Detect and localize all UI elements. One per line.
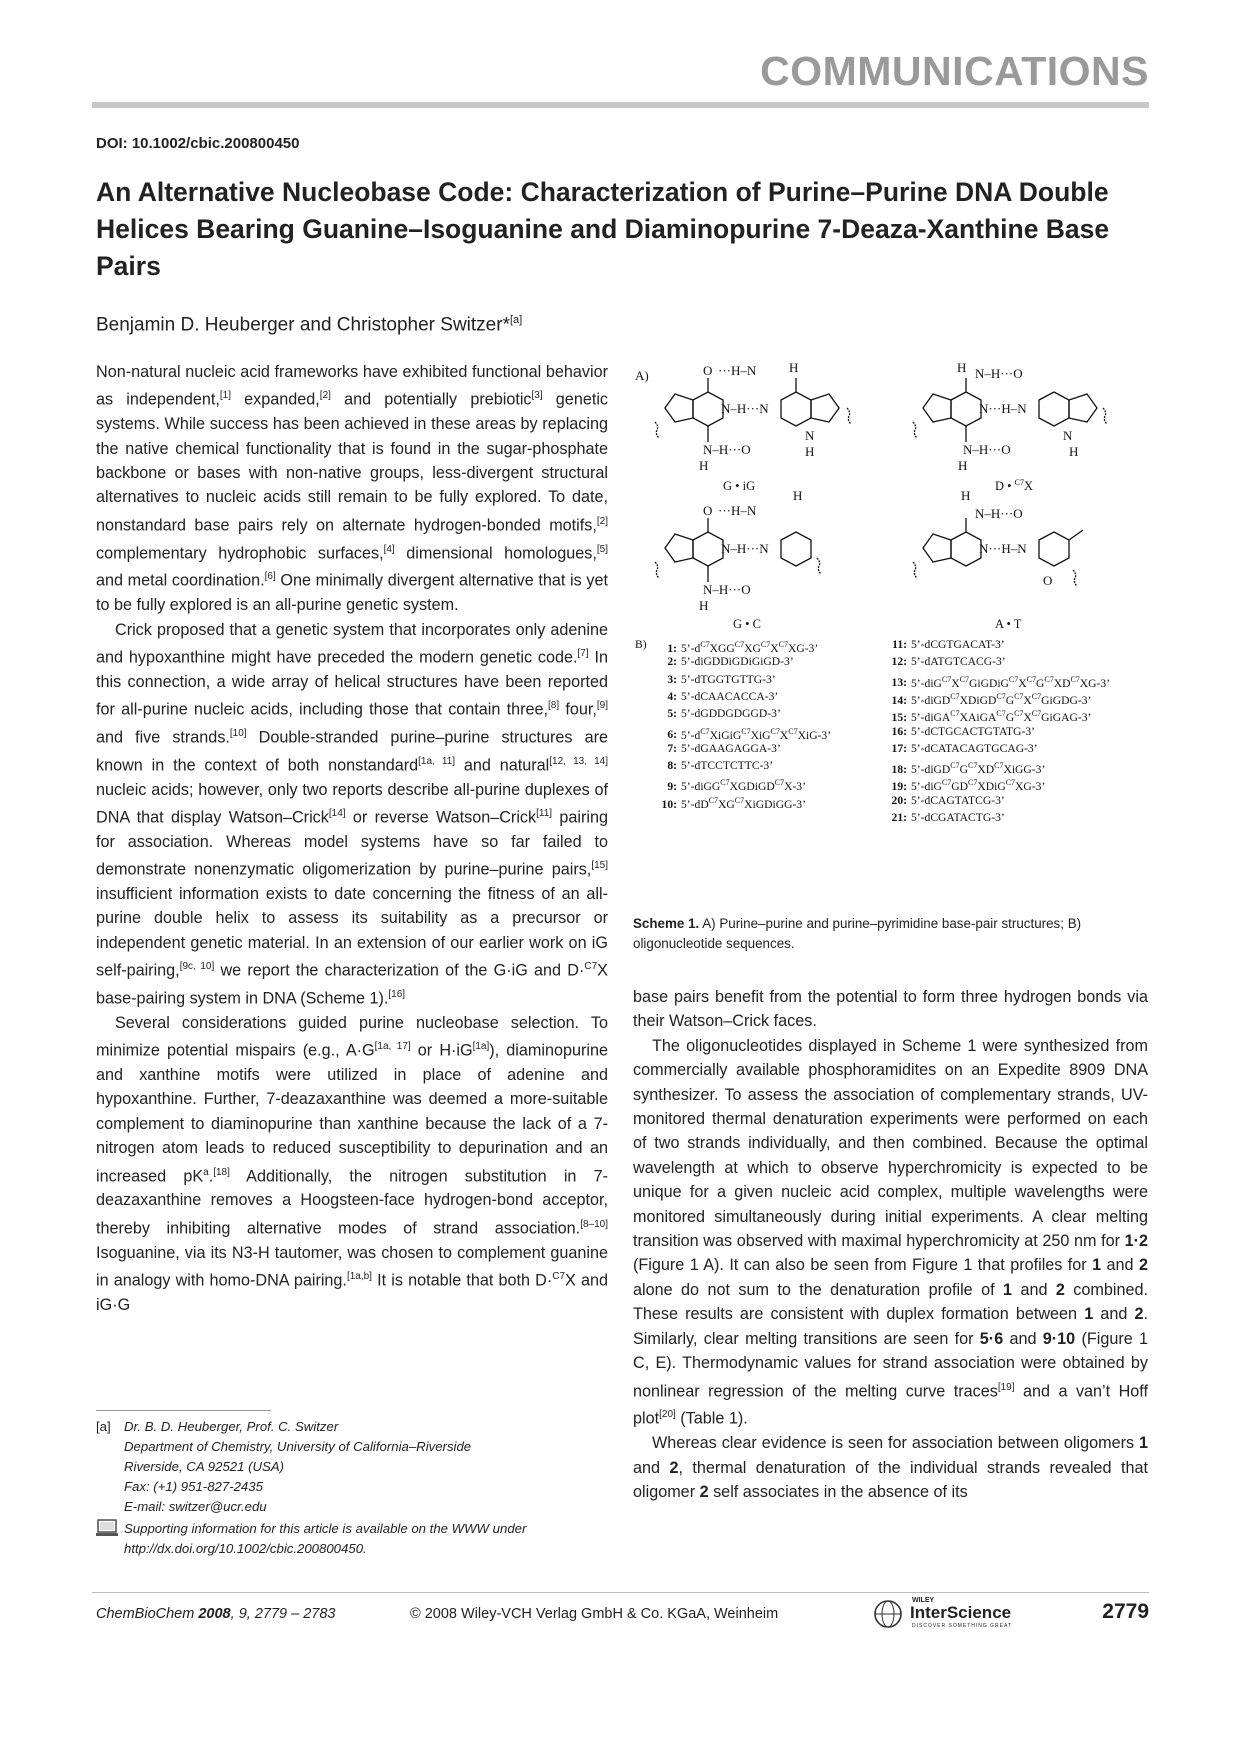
- sequence-line: 2: 5’-diGDDiGDiGiGD-3’: [667, 655, 794, 669]
- svg-text:···H–N: ···H–N: [718, 363, 757, 378]
- part-b-label: B): [635, 638, 647, 651]
- paragraph: Whereas clear evidence is seen for association between oligomers 1 and 2, thermal denaturation of the individual strands revealed that oligomer 2 self associates in the absence of its: [633, 1434, 1148, 1501]
- sequence-line: 6: $5’-d^{C7}XiGiG^{C7}XiG^{C7}X^{C7}XiG-3$’: [667, 726, 832, 742]
- svg-text:N–H···N: N–H···N: [721, 401, 769, 416]
- sequence-line: 17: 5’-dCATACAGTGCAG-3’: [891, 741, 1038, 755]
- sequence-line: 4: 5’-dCAACACCA-3’: [667, 689, 779, 703]
- part-a-label: A): [635, 368, 649, 383]
- svg-text:···H–N: ···H–N: [718, 503, 757, 518]
- sequence-list-right: [877, 636, 1147, 836]
- label-g-ig: G • iG: [723, 479, 756, 493]
- svg-text:H: H: [789, 360, 799, 375]
- svg-text:N–H···N: N–H···N: [721, 541, 769, 556]
- svg-text:N: N: [805, 428, 815, 443]
- globe-icon: [868, 1597, 908, 1631]
- svg-text:H: H: [793, 488, 803, 503]
- a-t-structure: [913, 488, 1083, 630]
- svg-text:N–H···O: N–H···O: [703, 442, 751, 457]
- affiliation-footnote: [a] Dr. B. D. Heuberger, Prof. C. Switzer Department of Chemistry, University of California–Riverside Riverside, CA 92521 (USA) Fax: (+1) 951-827-2435 E-mail: switzer@ucr.edu Supporting information for this article is available on the WWW under http://dx.doi.org/10.1002/cbic.200800450.: [96, 1417, 616, 1559]
- authors: Benjamin D. Heuberger and Christopher Switzer*[a]: [96, 314, 523, 336]
- copyright: © 2008 Wiley-VCH Verlag GmbH & Co. KGaA, Weinheim: [410, 1606, 779, 1622]
- body-left-column: [96, 360, 608, 1317]
- sequence-line: 19: $5’-diG^{C7}GD^{C7}XDiG^{C7}XG-3$’: [891, 778, 1046, 794]
- svg-text:N–H···O: N–H···O: [963, 442, 1011, 457]
- journal-citation: ChemBioChem 2008, 9, 2779 – 2783: [96, 1606, 336, 1622]
- svg-text:H: H: [699, 458, 709, 473]
- computer-icon: [96, 1519, 118, 1537]
- scheme-caption: Scheme 1. A) Purine–purine and purine–pyrimidine base-pair structures; B) oligonucleotide sequences.: [633, 916, 1082, 951]
- d-x-structure: [913, 360, 1107, 493]
- svg-text:N–H···O: N–H···O: [975, 506, 1023, 521]
- sequence-line: 16: 5’-dCTGCACTGTATG-3’: [891, 724, 1036, 738]
- paragraph: The oligonucleotides displayed in Scheme 1 were synthesized from commercially available phosphoramidites on an Expedite 8909 DNA synthesizer. To assess the association of complementary strands, UV-monitored thermal denaturation experiments were performed on each of two strands individually, and then combined. Because the optimal wavelength at which to observe hyperchromicity is expected to be unique for a given nucleic acid complex, multiple wavelengths were monitored simultaneously during initial experiments. A clear melting transition was observed with maximal hyperchromicity at 250 nm for 1·2 (Figure 1 A). It can also be seen from Figure 1 that profiles for 1 and 2 alone do not sum to the denaturation profile of 1 and 2 combined. These results are consistent with duplex formation between 1 and 2. Similarly, clear melting transitions are seen for 5·6 and 9·10 (Figure 1 C, E). Thermodynamic values for strand association were obtained by nonlinear regression of the melting curve traces[19] and a van’t Hoff plot[20] (Table 1).: [633, 1036, 1149, 1428]
- sequence-line: 13: $5’-diG^{C7}X^{C7}GiGDiG^{C7}X^{C7}G^{C7}XD^{C7}XG-3$’: [891, 674, 1111, 690]
- sequence-line: 15: $5’-diGA^{C7}XAiGA^{C7}G^{C7}X^{C7}GiGAG-3$’: [891, 709, 1092, 725]
- sequence-line: 3: 5’-dTGGTGTTG-3’: [667, 672, 776, 686]
- g-c-structure: [655, 488, 821, 630]
- sequence-line: 11: 5’-dCGTGACAT-3’: [892, 638, 1005, 651]
- header-rule: [92, 102, 1149, 108]
- svg-text:O: O: [703, 363, 713, 378]
- email-link[interactable]: E-mail: switzer@ucr.edu: [124, 1499, 267, 1514]
- svg-text:H: H: [958, 458, 968, 473]
- svg-text:O: O: [703, 503, 713, 518]
- scheme-1: [633, 360, 1148, 930]
- svg-text:D • C7X: D • $^{C7}$X: [995, 478, 1034, 493]
- paragraph: Non-natural nucleic acid frameworks have exhibited functional behavior as independent,[1] expanded,[2] and potentially prebiotic[3] genetic systems. While success has been achieved in these areas by replacing the native chemical functionality that is found in the sugar-phosphate backbone or bases with non-native groups, less-divergent structural alternatives to nucleic acids still remain to be fully explored. To date, nonstandard base pairs rely on alternate hydrogen-bonded motifs,[2] complementary hydrophobic surfaces,[4] dimensional homologues,[5] and metal coordination.[6] One minimally divergent alternative that is yet to be fully explored is an all-purine genetic system.: [96, 363, 609, 615]
- sequence-line: 8: 5’-dTCCTCTTC-3’: [667, 759, 774, 773]
- section-heading: COMMUNICATIONS: [760, 48, 1149, 94]
- paragraph: Several considerations guided purine nucleobase selection. To minimize potential mispairs (e.g., A·G[1a, 17] or H·iG[1a]), diaminopurine and xanthine motifs were utilized in place of adenine and hypoxanthine. Further, 7-deazaxanthine was deemed a more-suitable complement to diaminopurine than xanthine because the lack of a 7-nitrogen atom leads to reduced susceptibility to depurination and an increased $pK^a.[18]$ Additionally, the nitrogen substitution in 7-deazaxanthine removes a Hoogsteen-face hydrogen-bond acceptor, thereby inhibiting alternative modes of strand association.[8–10] Isoguanine, via its N3-H tautomer, was chosen to complement guanine in analogy with homo-DNA pairing.[1a,b] It is notable that both D·$^{C7}$X and iG·G: [96, 1013, 608, 1314]
- sequence-line: 7: 5’-dGAAGAGGA-3’: [667, 741, 781, 755]
- footer-rule: [92, 1592, 1149, 1593]
- paragraph: Crick proposed that a genetic system that incorporates only adenine and hypoxanthine might have preceded the modern genetic code.[7] In this connection, a wide array of helical structures have been reported for all-purine nucleic acids, including those that contain three,[8] four,[9] and five strands.[10] Double-stranded purine–purine structures are known in the context of both nonstandard[1a, 11] and natural[12, 13, 14] nucleic acids; however, only two reports describe all-purine duplexes of DNA that display Watson–Crick[14] or reverse Watson–Crick[11] pairing for association. Whereas model systems have so far failed to demonstrate nonenzymatic oligomerization by purine–purine pairs,[15] insufficient information exists to date concerning the fitness of an all-purine double helix to assess its suitability as a precursor or independent genetic material. In an extension of our earlier work on iG self-pairing,[9c, 10] we report the characterization of the G·iG and D·$^{C7}$X base-pairing system in DNA (Scheme 1).[16]: [96, 620, 609, 1008]
- sequence-line: 12: 5’-dATGTCACG-3’: [891, 655, 1006, 669]
- sequence-line: 5: 5’-dGDDGDGGD-3’: [667, 707, 781, 721]
- g-ig-structure: [655, 360, 851, 493]
- svg-text:H: H: [805, 444, 815, 459]
- sequence-line: 20: 5’-dCAGTATCG-3’: [891, 793, 1005, 807]
- base-pair-structures: [633, 360, 1148, 630]
- si-link[interactable]: http://dx.doi.org/10.1002/cbic.200800450.: [124, 1541, 367, 1556]
- article-title: An Alternative Nucleobase Code: Characterization of Purine–Purine DNA Double Helices Bearing Guanine–Isoguanine and Diaminopurine 7-Deaza-Xanthine Base Pairs: [96, 177, 1110, 281]
- svg-text:N–H···O: N–H···O: [703, 582, 751, 597]
- label-g-c: G • C: [733, 617, 761, 630]
- svg-text:H: H: [957, 360, 967, 375]
- svg-text:H: H: [961, 488, 971, 503]
- svg-text:O: O: [1043, 573, 1053, 588]
- body-right-column: [633, 985, 1148, 1504]
- doi[interactable]: DOI: 10.1002/cbic.200800450: [96, 135, 300, 152]
- sequence-line: 9: 5’-diGG$^{C7}$XGDiGD$^{C7}$X-3’: [667, 778, 806, 794]
- interscience-logo[interactable]: WILEY InterScience DISCOVER SOMETHING GREAT: [868, 1597, 1038, 1631]
- sequence-line: 21: 5’-dCGATACTG-3’: [891, 811, 1005, 824]
- sequence-line: 10: $5’-dD^{C7}XG^{C7}XiGDiGG-3$’: [661, 795, 806, 811]
- sequence-line: 14: $5’-diGD^{C7}XDiGD^{C7}G^{C7}X^{C7}GiGDG-3$’: [891, 691, 1092, 707]
- sequence-line: 18: $5’-diGD^{C7}G^{C7}XD^{C7}XiGG-3$’: [891, 761, 1046, 776]
- svg-text:H: H: [699, 598, 709, 613]
- sequence-list-left: [647, 636, 877, 826]
- page-number: 2779: [1102, 1600, 1149, 1623]
- svg-text:N–H···O: N–H···O: [975, 366, 1023, 381]
- svg-text:N···H–N: N···H–N: [979, 541, 1027, 556]
- svg-text:N: N: [1063, 428, 1073, 443]
- sequence-line: 1: $5’-d^{C7}XGG^{C7}XG^{C7}X^{C7}XG-3$’: [667, 640, 819, 655]
- footnote-rule: [96, 1410, 271, 1411]
- label-a-t: A • T: [995, 617, 1022, 630]
- svg-text:H: H: [1069, 444, 1079, 459]
- paragraph: base pairs benefit from the potential to form three hydrogen bonds via their Watson–Crick faces.: [633, 988, 1148, 1031]
- svg-text:N···H–N: N···H–N: [979, 401, 1027, 416]
